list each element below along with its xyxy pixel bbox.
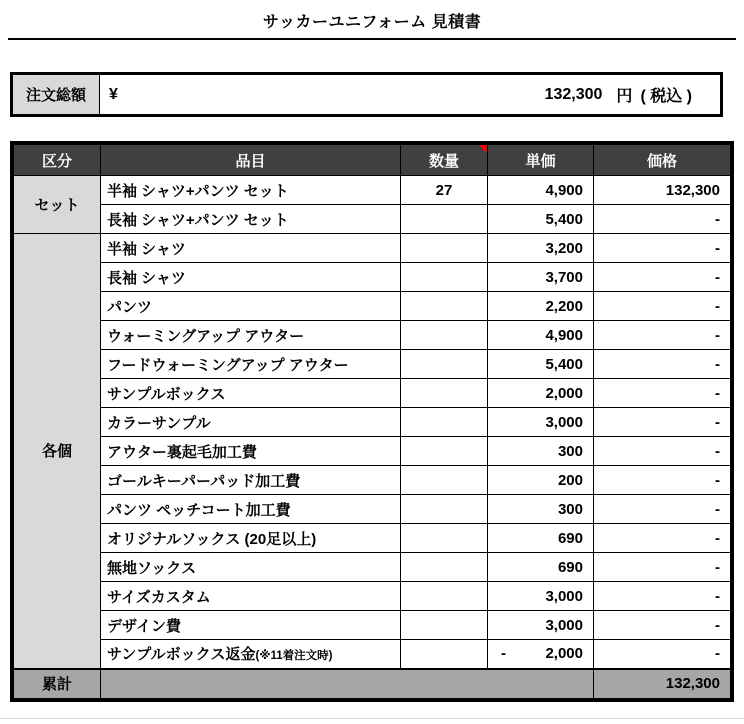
item-note: (※11着注文時) (255, 650, 333, 663)
unit-price-cell: 300 (488, 495, 594, 524)
item-name-cell (101, 292, 401, 321)
quantity-cell (401, 553, 488, 582)
item-row (14, 553, 731, 582)
order-amount: 132,300 (544, 85, 603, 103)
price-cell: - (594, 292, 731, 321)
unit-price-cell: 3,000 (488, 408, 594, 437)
quotation-table (10, 141, 734, 702)
item-row (14, 495, 731, 524)
price-cell: - (594, 611, 731, 640)
item-row (14, 176, 731, 205)
item-row (14, 205, 731, 234)
unit-price-cell: 5,400 (488, 350, 594, 379)
item-name-cell (101, 234, 401, 263)
item-row (14, 234, 731, 263)
quantity-cell (401, 495, 488, 524)
quantity-cell (401, 205, 488, 234)
item-name-cell (101, 640, 401, 669)
header-item: 品目 (101, 145, 401, 176)
item-row (14, 466, 731, 495)
currency-symbol: ¥ (109, 85, 118, 103)
header-quantity (401, 145, 488, 176)
order-total-label: 注文総額 (13, 75, 100, 114)
price-cell: - (594, 321, 731, 350)
title-divider (8, 38, 736, 40)
unit-price-cell: 3,200 (488, 234, 594, 263)
header-category: 区分 (14, 145, 101, 176)
bottom-gridline (0, 718, 744, 719)
unit-price-cell: 690 (488, 524, 594, 553)
item-name-cell (101, 408, 401, 437)
quantity-cell (401, 321, 488, 350)
order-tax-note: ( 税込 ) (640, 88, 692, 105)
quantity-cell (401, 524, 488, 553)
item-name: サイズカスタム (107, 588, 211, 606)
quantity-cell (401, 466, 488, 495)
quantity-cell (401, 640, 488, 669)
unit-price-cell: 4,900 (488, 176, 594, 205)
unit-price-cell: 3,000 (488, 611, 594, 640)
item-row (14, 524, 731, 553)
price-cell: - (594, 205, 731, 234)
item-name: サンプルボックス返金 (107, 646, 256, 664)
item-name: パンツ (107, 298, 153, 316)
comment-marker-icon[interactable] (479, 145, 487, 153)
item-name-cell (101, 495, 401, 524)
item-name-cell (101, 466, 401, 495)
page-title: サッカーユニフォーム 見積書 (262, 14, 482, 31)
item-row (14, 350, 731, 379)
negative-sign: - (501, 645, 506, 663)
item-name-cell (101, 321, 401, 350)
quantity-cell (401, 292, 488, 321)
item-name: アウター裏起毛加工費 (107, 443, 257, 461)
total-price-cell: 132,300 (594, 669, 731, 699)
quantity-cell (401, 350, 488, 379)
price-cell: - (594, 582, 731, 611)
price-cell: - (594, 234, 731, 263)
quantity-cell: 27 (401, 176, 488, 205)
item-name: パンツ ペッチコート加工費 (107, 501, 291, 519)
unit-price-cell: 3,000 (488, 582, 594, 611)
item-row (14, 379, 731, 408)
item-name: 半袖 シャツ+パンツ セット (107, 182, 289, 200)
header-price: 価格 (594, 145, 731, 176)
header-quantity-label: 数量 (428, 152, 459, 170)
item-name: サンプルボックス (107, 385, 226, 403)
unit-price-cell: 5,400 (488, 205, 594, 234)
item-row (14, 611, 731, 640)
item-name: ウォーミングアップ アウター (107, 327, 305, 345)
item-row (14, 263, 731, 292)
item-name-cell (101, 524, 401, 553)
item-name: フードウォーミングアップ アウター (107, 356, 349, 374)
quantity-cell (401, 582, 488, 611)
unit-price-cell: 200 (488, 466, 594, 495)
item-name: 長袖 シャツ+パンツ セット (107, 211, 289, 229)
item-name-cell (101, 350, 401, 379)
item-name: ゴールキーパーパッド加工費 (107, 472, 301, 490)
header-unit-price: 単価 (488, 145, 594, 176)
item-name-cell (101, 582, 401, 611)
item-name-cell (101, 205, 401, 234)
item-name: オリジナルソックス (20足以上) (107, 530, 317, 548)
price-cell: - (594, 640, 731, 669)
category-group-cell: 各個 (14, 234, 101, 669)
quantity-cell (401, 408, 488, 437)
price-cell: 132,300 (594, 176, 731, 205)
price-cell: - (594, 379, 731, 408)
item-row (14, 321, 731, 350)
item-row (14, 582, 731, 611)
quantity-cell (401, 379, 488, 408)
total-spacer-cell (101, 669, 594, 699)
item-name: デザイン費 (107, 617, 181, 635)
category-group-cell: セット (14, 176, 101, 234)
price-cell: - (594, 350, 731, 379)
price-cell: - (594, 524, 731, 553)
quantity-cell (401, 611, 488, 640)
table-header-row (14, 145, 731, 176)
unit-price-cell: 2,000 (488, 379, 594, 408)
unit-price-cell: 3,700 (488, 263, 594, 292)
price-cell: - (594, 553, 731, 582)
price-cell: - (594, 408, 731, 437)
order-unit: 円 (616, 88, 633, 105)
table-body (14, 176, 731, 669)
price-cell: - (594, 437, 731, 466)
total-row (14, 669, 731, 699)
order-amount-group (545, 83, 720, 106)
unit-price-cell (488, 640, 594, 669)
price-cell: - (594, 466, 731, 495)
unit-price-cell: 4,900 (488, 321, 594, 350)
item-name-cell (101, 553, 401, 582)
item-row (14, 292, 731, 321)
unit-price-cell: 690 (488, 553, 594, 582)
quantity-cell (401, 234, 488, 263)
order-total-box (10, 72, 723, 117)
item-name: 半袖 シャツ (107, 240, 186, 258)
item-name: 長袖 シャツ (107, 269, 186, 287)
order-total-value (100, 75, 720, 114)
item-name-cell (101, 437, 401, 466)
total-label-cell: 累計 (14, 669, 101, 699)
unit-price-value: 2,000 (545, 645, 583, 663)
quantity-cell (401, 263, 488, 292)
price-cell: - (594, 263, 731, 292)
item-name-cell (101, 263, 401, 292)
item-row (14, 640, 731, 669)
unit-price-cell: 2,200 (488, 292, 594, 321)
item-row (14, 408, 731, 437)
item-row (14, 437, 731, 466)
item-name-cell (101, 176, 401, 205)
price-cell: - (594, 495, 731, 524)
quantity-cell (401, 437, 488, 466)
item-name-cell (101, 379, 401, 408)
item-name: 無地ソックス (107, 559, 197, 577)
item-name: カラーサンプル (107, 414, 211, 432)
item-name-cell (101, 611, 401, 640)
unit-price-cell: 300 (488, 437, 594, 466)
